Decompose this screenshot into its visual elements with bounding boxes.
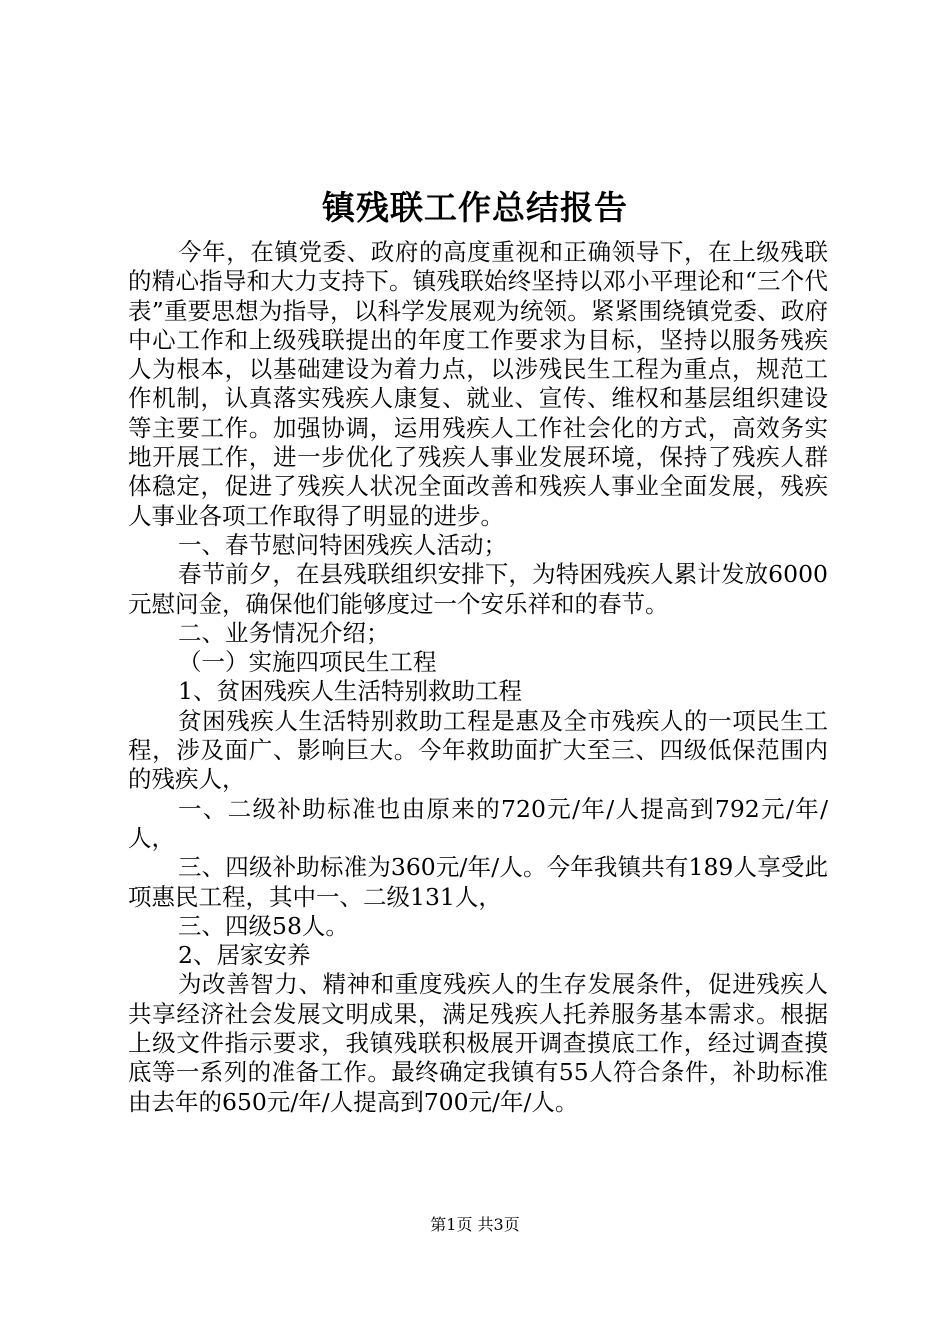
- paragraph-poverty-relief: 贫困残疾人生活特别救助工程是惠及全市残疾人的一项民生工程，涉及面广、影响巨大。今年救助面扩大至三、四级低保范围内的残疾人，: [128, 706, 828, 794]
- document-title: 镇残联工作总结报告: [322, 188, 628, 227]
- paragraph-level-3-4-count: 三、四级58人。: [178, 911, 349, 940]
- paragraph-intro: 今年，在镇党委、政府的高度重视和正确领导下，在上级残联的精心指导和大力支持下。镇残联始终坚持以邓小平理论和“三个代表”重要思想为指导，以科学发展观为统领。紧紧围绕镇党委、政府中心工作和上级残联提出的年度工作要求为目标，坚持以服务残疾人为根本，以基础建设为着力点，以涉残民生工程为重点，规范工作机制，认真落实残疾人康复、就业、宣传、维权和基层组织建设等主要工作。加强协调，运用残疾人工作社会化的方式，高效务实地开展工作，进一步优化了残疾人事业发展环境，保持了残疾人群体稳定，促进了残疾人状况全面改善和残疾人事业全面发展，残疾人事业各项工作取得了明显的进步。: [128, 238, 828, 530]
- heading-home-care: 2、居家安养: [178, 941, 311, 970]
- document-body: [128, 238, 828, 1117]
- heading-poverty-relief: 1、贫困残疾人生活特别救助工程: [178, 677, 522, 706]
- paragraph-spring-festival: 春节前夕，在县残联组织安排下，为特困残疾人累计发放6000元慰问金，确保他们能够度过一个安乐祥和的春节。: [128, 560, 828, 618]
- heading-four-projects: （一）实施四项民生工程: [178, 648, 437, 677]
- heading-spring-festival: 一、春节慰问特困残疾人活动；: [178, 530, 507, 559]
- paragraph-home-care: 为改善智力、精神和重度残疾人的生存发展条件，促进残疾人共享经济社会发展文明成果，满足残疾人托养服务基本需求。根据上级文件指示要求，我镇残联积极展开调查摸底工作，经过调查摸底等一系列的准备工作。最终确定我镇有55人符合条件，补助标准由去年的650元/年/人提高到700元/年/人。: [128, 970, 828, 1116]
- paragraph-level-1-2-standard: 一、二级补助标准也由原来的720元/年/人提高到792元/年/人，: [128, 794, 828, 852]
- heading-business: 二、业务情况介绍；: [178, 618, 390, 647]
- paragraph-level-3-4-standard: 三、四级补助标准为360元/年/人。今年我镇共有189人享受此项惠民工程，其中一、二级131人，: [128, 853, 828, 911]
- page-footer: 第1页 共3页: [430, 1215, 520, 1234]
